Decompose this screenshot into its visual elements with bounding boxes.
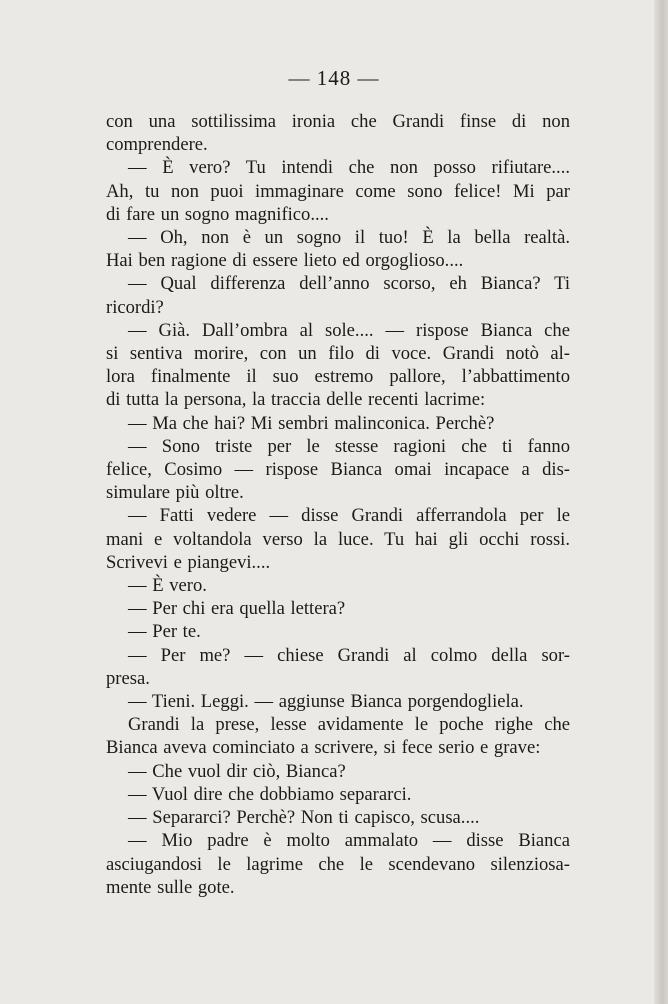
- text-line: — Per chi era quella lettera?: [128, 598, 346, 620]
- text-line: di fare un sogno magnifico....: [106, 203, 329, 225]
- text-line: — Qual differenza dell’anno scorso, eh Bianca? Ti: [128, 273, 570, 295]
- text-line: di tutta la persona, la traccia delle recenti lacrime:: [106, 389, 486, 411]
- text-line: asciugandosi le lagrime che le scendevano silenziosa-: [106, 853, 570, 875]
- text-line: — Separarci? Perchè? Non ti capisco, scusa....: [128, 807, 480, 829]
- text-line: mente sulle gote.: [106, 876, 235, 898]
- text-line: — Che vuol dir ciò, Bianca?: [128, 760, 346, 782]
- text-line: — Fatti vedere — disse Grandi afferrandola per le: [128, 505, 570, 527]
- text-line: — Oh, non è un sogno il tuo! È la bella realtà.: [128, 227, 570, 249]
- text-line: mani e voltandola verso la luce. Tu hai gli occhi rossi.: [106, 528, 570, 550]
- text-line: — Mio padre è molto ammalato — disse Bianca: [128, 830, 570, 852]
- text-line: — Ma che hai? Mi sembri malinconica. Perchè?: [128, 412, 495, 434]
- text-line: — Per te.: [128, 621, 201, 643]
- text-line: — Per me? — chiese Grandi al colmo della sor-: [128, 644, 570, 666]
- text-line: — Vuol dire che dobbiamo separarci.: [128, 783, 412, 805]
- text-line: Scrivevi e piangevi....: [106, 551, 271, 573]
- text-line: ricordi?: [106, 296, 164, 318]
- text-line: si sentiva morire, con un filo di voce. Grandi notò al-: [106, 343, 570, 365]
- page-edge-shadow: [654, 0, 668, 1004]
- text-line: Ah, tu non puoi immaginare come sono felice! Mi par: [106, 180, 570, 202]
- text-line: — Già. Dall’ombra al sole.... — rispose Bianca che: [128, 319, 570, 341]
- page-number: — 148 —: [288, 66, 380, 90]
- text-line: lora finalmente il suo estremo pallore, l’abbattimento: [106, 366, 570, 388]
- text-line: felice, Cosimo — rispose Bianca omai incapace a dis-: [106, 459, 570, 481]
- body-text: [106, 110, 570, 899]
- text-line: Grandi la prese, lesse avidamente le poche righe che: [128, 714, 570, 736]
- text-line: Hai ben ragione di essere lieto ed orgoglioso....: [106, 250, 464, 272]
- text-line: simulare più oltre.: [106, 482, 244, 504]
- text-line: — È vero.: [128, 575, 207, 597]
- text-line: — Tieni. Leggi. — aggiunse Bianca porgendogliela.: [128, 691, 524, 713]
- text-line: — Sono triste per le stesse ragioni che ti fanno: [128, 435, 570, 457]
- text-line: — È vero? Tu intendi che non posso rifiutare....: [128, 157, 570, 179]
- text-line: presa.: [106, 667, 150, 689]
- text-line: comprendere.: [106, 134, 208, 156]
- text-line: Bianca aveva cominciato a scrivere, si fece serio e grave:: [106, 737, 541, 759]
- text-line: con una sottilissima ironia che Grandi finse di non: [106, 111, 570, 132]
